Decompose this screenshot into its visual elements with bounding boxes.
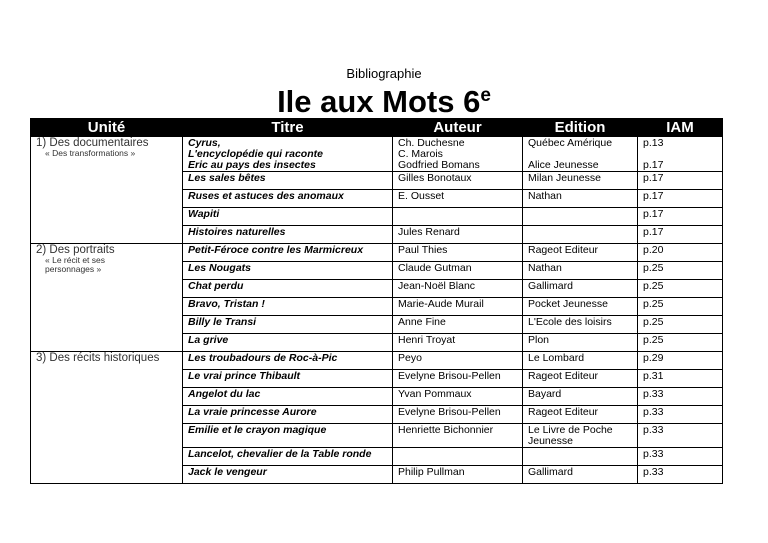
page-cell: p.33 [638, 406, 723, 424]
author-cell: Henri Troyat [393, 334, 523, 352]
title-cell: La grive [183, 334, 393, 352]
title-cell: Les Nougats [183, 262, 393, 280]
page-cell: p.17 [638, 208, 723, 226]
author-cell: Henriette Bichonnier [393, 424, 523, 448]
author-cell: Evelyne Brisou-Pellen [393, 406, 523, 424]
author-cell: Paul Thies [393, 244, 523, 262]
edition-cell: Nathan [523, 190, 638, 208]
edition-cell: Gallimard [523, 280, 638, 298]
page-cell: p.25 [638, 298, 723, 316]
edition-cell [523, 448, 638, 466]
title-cell: Wapiti [183, 208, 393, 226]
title-cell: Emilie et le crayon magique [183, 424, 393, 448]
edition-cell: Rageot Editeur [523, 244, 638, 262]
author-cell [393, 208, 523, 226]
author-line: C. Marois [398, 148, 443, 160]
author-cell: Yvan Pommaux [393, 388, 523, 406]
title-cell: Billy le Transi [183, 316, 393, 334]
author-cell: Peyo [393, 352, 523, 370]
author-cell [393, 448, 523, 466]
title-cell: La vraie princesse Aurore [183, 406, 393, 424]
table-row [31, 137, 723, 172]
author-line: Ch. Duchesne [398, 137, 465, 149]
title-cell: Chat perdu [183, 280, 393, 298]
title-cell: Le vrai prince Thibault [183, 370, 393, 388]
edition-cell: Le Livre de Poche Jeunesse [523, 424, 638, 448]
unit-name: 1) Des documentaires [36, 137, 149, 149]
title-superscript: e [480, 85, 491, 106]
author-line: Godfried Bomans [398, 159, 480, 171]
page-cell: p.25 [638, 316, 723, 334]
author-cell: Marie-Aude Murail [393, 298, 523, 316]
bibliography-table [30, 118, 723, 484]
page-cell: p.33 [638, 448, 723, 466]
edition-cell [523, 208, 638, 226]
author-cell: Philip Pullman [393, 466, 523, 484]
document-subtitle: Bibliographie [346, 66, 422, 81]
title-text: Ile aux Mots 6 [277, 84, 481, 119]
author-cell: Evelyne Brisou-Pellen [393, 370, 523, 388]
column-header-author: Auteur [393, 119, 523, 137]
page-cell [638, 137, 723, 172]
edition-cell: Bayard [523, 388, 638, 406]
page-cell: p.17 [638, 190, 723, 208]
title-cell: Histoires naturelles [183, 226, 393, 244]
document-title [0, 84, 768, 120]
author-cell: Gilles Bonotaux [393, 172, 523, 190]
title-cell: Lancelot, chevalier de la Table ronde [183, 448, 393, 466]
author-cell: Jules Renard [393, 226, 523, 244]
page-cell: p.33 [638, 466, 723, 484]
page-cell: p.29 [638, 352, 723, 370]
table-row [31, 244, 723, 262]
edition-cell: Rageot Editeur [523, 370, 638, 388]
title-line: Eric au pays des insectes [188, 159, 316, 171]
title-cell: Ruses et astuces des anomaux [183, 190, 393, 208]
page-cell: p.33 [638, 388, 723, 406]
title-cell: Petit-Féroce contre les Marmicreux [183, 244, 393, 262]
unit-cell [31, 352, 183, 484]
edition-cell: Milan Jeunesse [523, 172, 638, 190]
column-header-unit: Unité [31, 119, 183, 137]
column-header-title: Titre [183, 119, 393, 137]
page-cell: p.25 [638, 280, 723, 298]
edition-cell: Gallimard [523, 466, 638, 484]
page-cell: p.31 [638, 370, 723, 388]
page-cell: p.17 [638, 172, 723, 190]
edition-cell: Le Lombard [523, 352, 638, 370]
table-row [31, 352, 723, 370]
unit-name: 3) Des récits historiques [36, 352, 160, 364]
title-line: L'encyclopédie qui raconte [188, 148, 323, 160]
unit-cell [31, 137, 183, 244]
page-cell: p.33 [638, 424, 723, 448]
author-cell: Anne Fine [393, 316, 523, 334]
page-cell: p.25 [638, 334, 723, 352]
author-cell: Claude Gutman [393, 262, 523, 280]
unit-name: 2) Des portraits [36, 244, 115, 256]
edition-cell [523, 137, 638, 172]
page-line: p.17 [643, 159, 664, 171]
title-cell: Jack le vengeur [183, 466, 393, 484]
edition-cell [523, 226, 638, 244]
edition-cell: Nathan [523, 262, 638, 280]
edition-line: Alice Jeunesse [528, 159, 599, 171]
author-cell: Jean-Noël Blanc [393, 280, 523, 298]
unit-note: « Des transformations » [45, 148, 136, 158]
unit-note: « Le récit et ses personnages » [45, 255, 106, 274]
edition-cell: Plon [523, 334, 638, 352]
edition-cell: L'Ecole des loisirs [523, 316, 638, 334]
title-cell: Les troubadours de Roc-à-Pic [183, 352, 393, 370]
author-cell: E. Ousset [393, 190, 523, 208]
edition-line: Québec Amérique [528, 137, 613, 149]
column-header-edition: Edition [523, 119, 638, 137]
page-line: p.13 [643, 137, 664, 149]
title-cell: Angelot du lac [183, 388, 393, 406]
page-cell: p.25 [638, 262, 723, 280]
table-header-row [31, 119, 723, 137]
unit-cell [31, 244, 183, 352]
page-cell: p.17 [638, 226, 723, 244]
title-cell [183, 137, 393, 172]
title-line: Cyrus, [188, 137, 221, 149]
author-cell [393, 137, 523, 172]
title-cell: Les sales bêtes [183, 172, 393, 190]
page-cell: p.20 [638, 244, 723, 262]
title-cell: Bravo, Tristan ! [183, 298, 393, 316]
edition-cell: Pocket Jeunesse [523, 298, 638, 316]
edition-cell: Rageot Editeur [523, 406, 638, 424]
column-header-page: IAM [638, 119, 723, 137]
